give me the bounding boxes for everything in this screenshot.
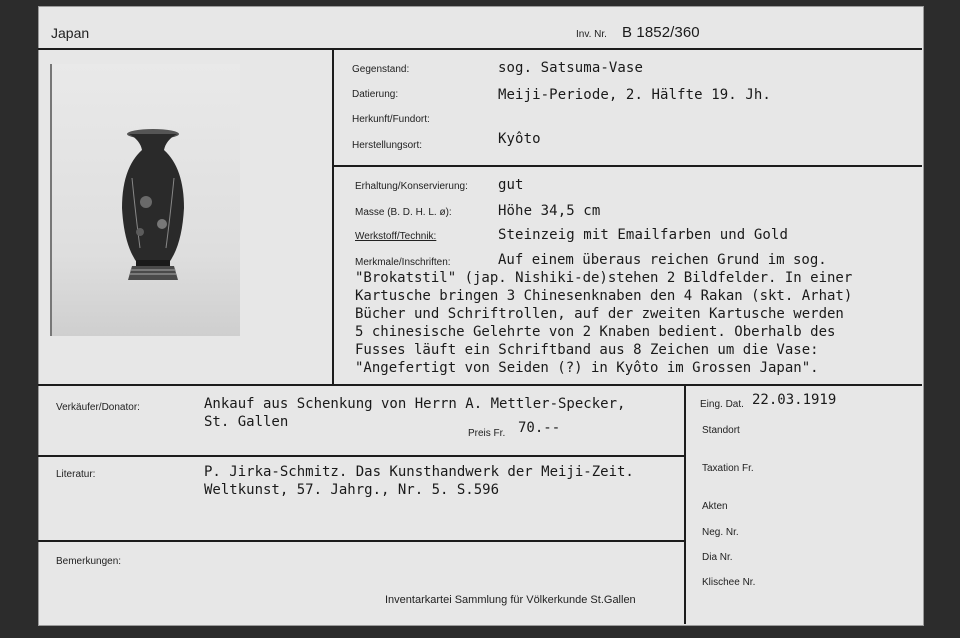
literatur-line1: P. Jirka-Schmitz. Das Kunsthandwerk der Meiji-Zeit. — [204, 464, 634, 480]
merkmale-line: Kartusche bringen 3 Chinesenknaben den 4 Rakan (skt. Arhat) — [355, 288, 853, 304]
neg-label: Neg. Nr. — [702, 527, 739, 538]
rule-middle — [38, 384, 922, 386]
merkmale-line: Fusses läuft ein Schriftband aus 8 Zeichen um die Vase: — [355, 342, 819, 358]
herkunft-label: Herkunft/Fundort: — [352, 114, 430, 125]
verkaeufer-line2: St. Gallen — [204, 414, 289, 430]
dia-label: Dia Nr. — [702, 552, 733, 563]
standort-label: Standort — [702, 425, 740, 436]
eing-value: 22.03.1919 — [752, 392, 837, 408]
taxation-label: Taxation Fr. — [702, 463, 754, 474]
rule-acquisition — [38, 455, 686, 457]
masse-value: Höhe 34,5 cm — [498, 203, 601, 219]
inv-label: Inv. Nr. — [576, 29, 607, 40]
merkmale-line: "Angefertigt von Seiden (?) in Kyôto im Grossen Japan". — [355, 360, 819, 376]
vase-image — [116, 128, 190, 288]
klischee-label: Klischee Nr. — [702, 577, 756, 588]
merkmale-line: Auf einem überaus reichen Grund im sog. — [498, 252, 827, 268]
merkmale-line: 5 chinesische Gelehrte von 2 Knaben bedient. Oberhalb des — [355, 324, 836, 340]
rule-side-divider — [684, 384, 686, 624]
merkmale-line: Bücher und Schriftrollen, auf der zweiten Kartusche werden — [355, 306, 844, 322]
merkmale-label: Merkmale/Inschriften: — [355, 257, 451, 268]
gegenstand-value: sog. Satsuma-Vase — [498, 60, 643, 76]
literatur-label: Literatur: — [56, 469, 96, 480]
rule-literature — [38, 540, 686, 542]
object-photo — [50, 64, 240, 336]
werkstoff-value: Steinzeig mit Emailfarben und Gold — [498, 227, 788, 243]
merkmale-line: "Brokatstil" (jap. Nishiki-de)stehen 2 Bildfelder. In einer — [355, 270, 853, 286]
literatur-line2: Weltkunst, 57. Jahrg., Nr. 5. S.596 — [204, 482, 500, 498]
verkaeufer-line1: Ankauf aus Schenkung von Herrn A. Mettler-Specker, — [204, 396, 626, 412]
rule-header — [38, 48, 922, 50]
datierung-label: Datierung: — [352, 89, 399, 100]
datierung-value: Meiji-Periode, 2. Hälfte 19. Jh. — [498, 87, 771, 103]
rule-object — [332, 165, 922, 167]
rule-photo-divider — [332, 48, 334, 386]
region-label: Japan — [51, 25, 90, 41]
preis-label: Preis Fr. — [468, 428, 506, 439]
erhaltung-label: Erhaltung/Konservierung: — [355, 181, 468, 192]
herstellungsort-label: Herstellungsort: — [352, 140, 423, 151]
eing-label: Eing. Dat. — [700, 399, 744, 410]
erhaltung-value: gut — [498, 177, 524, 193]
werkstoff-label: Werkstoff/Technik: — [355, 231, 437, 242]
inv-number: B 1852/360 — [622, 24, 700, 41]
akten-label: Akten — [702, 501, 728, 512]
herstellungsort-value: Kyôto — [498, 131, 541, 147]
verkaeufer-label: Verkäufer/Donator: — [56, 402, 140, 413]
bemerkungen-label: Bemerkungen: — [56, 556, 122, 567]
preis-value: 70.-- — [518, 420, 561, 436]
gegenstand-label: Gegenstand: — [352, 64, 410, 75]
masse-label: Masse (B. D. H. L. ø): — [355, 207, 452, 218]
footer-text: Inventarkartei Sammlung für Völkerkunde St.Gallen — [385, 594, 636, 606]
